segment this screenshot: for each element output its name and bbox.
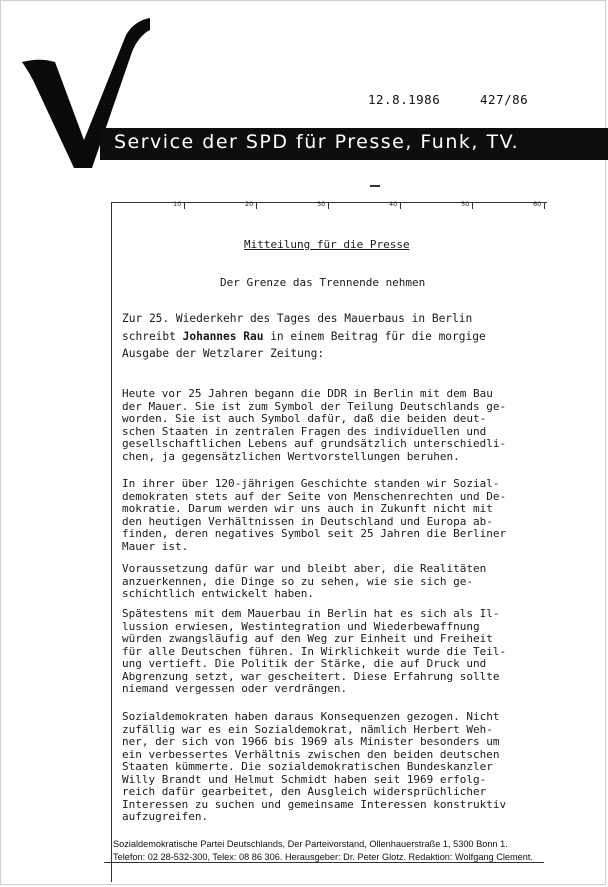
author-name: Johannes Rau [182,329,264,343]
text-line: finden, deren negatives Symbol seit 25 Jahren die Berliner [122,527,507,540]
ruler-tick [400,202,401,209]
ruler-label: 30 [317,200,326,208]
intro-text: schreibt [122,329,183,343]
ruler-tick [472,202,473,209]
text-line: Mauer ist. [122,539,189,553]
dateline [368,92,529,107]
text-line: würden zwangsläufig auf den Weg zur Einheit und Freiheit [122,632,493,645]
text-line: schen Staaten in zentralen Fragen des individuellen und [122,424,487,438]
text-line: niemand vergessen oder verdrängen. [122,682,348,695]
text-line: Willy Brandt und Helmut Schmidt haben seit 1969 erfolg- [122,772,487,786]
document-subheading: Der Grenze das Trennende nehmen [220,276,426,289]
text-line: Interessen zu suchen und gemeinsame Interessen konstruktiv [122,797,507,811]
intro-text: in einem Beitrag für die morgige [263,329,486,343]
text-line: worden. Sie ist auch Symbol dafür, daß die beiden deut- [122,412,487,425]
body-paragraph-5 [122,711,554,824]
footer-contact: Telefon: 02 28-532-300, Telex: 08 86 306. Herausgeber: Dr. Peter Glotz. Redaktion: Wolfgang Clement. [113,852,533,862]
ruler-left-edge [111,202,112,882]
text-line: schichtlich entwickelt haben. [122,587,315,600]
service-title: Service der SPD für Presse, Funk, TV. [114,131,520,153]
text-line: Voraussetzung dafür war und bleibt aber, die Realitäten [122,562,487,575]
text-line: zufällig war es ein Sozialdemokrat, nämlich Herbert Weh- [122,722,493,736]
text-line: ein verbessertes Verhältnis zwischen den beiden deutschen [122,747,500,761]
ruler-label: 60 [533,200,542,208]
text-line: lussion erwiesen, Westintegration und Wiederbewaffnung [122,619,480,633]
body-paragraph-3 [122,563,554,601]
ruler-tick [256,202,257,209]
intro-line [122,328,552,346]
footer-address: Sozialdemokratische Partei Deutschlands, Der Parteivorstand, Ollenhauerstraße 1, 5300 Bonn 1. [113,839,508,849]
ruler-tick [328,202,329,209]
text-line: gesellschaftlichen Lebens auf grundsätzlich unterschiedli- [122,437,507,450]
text-line: aufzugreifen. [122,810,209,823]
text-line: ung vertieft. Die Politik der Stärke, die auf Druck und [122,657,487,670]
text-line: anzuerkennen, die Dinge so zu sehen, wie sie sich ge- [122,574,473,588]
text-line: reich dafür gearbeitet, den Ausgleich widersprüchlicher [122,785,487,798]
text-line: ner, der sich von 1966 bis 1969 als Minister besonders um [122,735,500,748]
release-number: 427/86 [480,92,529,107]
ruler-tick [184,202,185,209]
ruler-label: 40 [389,200,398,208]
text-line: Staaten kümmerte. Die sozialdemokratischen Bundeskanzler [122,760,493,773]
text-line: Spätestens mit dem Mauerbau in Berlin hat es sich als Il- [122,607,500,620]
document-heading: Mitteilung für die Presse [244,238,410,251]
text-line: In ihrer über 120-jährigen Geschichte standen wir Sozial- [122,477,500,490]
decorative-dash [370,185,380,187]
body-paragraph-4 [122,608,554,696]
body-paragraph-1 [122,388,554,463]
text-line: den heutigen Verhältnissen in Deutschland und Europa ab- [122,514,493,528]
text-line: chen, ja gegensätzlichen Wertvorstellungen beruhen. [122,449,460,463]
ruler-label: 50 [461,200,470,208]
text-line: Abgrenzung setzt, war gescheitert. Diese Erfahrung sollte [122,669,500,683]
ruler-label: 10 [173,200,182,208]
body-paragraph-2 [122,478,554,553]
ruler-tick [544,202,545,209]
footer-rule [104,862,544,863]
release-date: 12.8.1986 [368,92,441,107]
text-line: für alle Deutschen führen. In Wirklichkeit wurde die Teil- [122,644,507,658]
text-line: Sozialdemokraten haben daraus Konsequenzen gezogen. Nicht [122,710,500,723]
intro-line: Ausgabe der Wetzlarer Zeitung: [122,347,325,360]
text-line: der Mauer. Sie ist zum Symbol der Teilung Deutschlands ge- [122,399,507,413]
intro-paragraph [122,310,552,363]
ruler-label: 20 [245,200,254,208]
text-line: Heute vor 25 Jahren begann die DDR in Berlin mit dem Bau [122,387,493,400]
service-banner [100,128,608,160]
typewriter-ruler [111,202,547,213]
intro-line: Zur 25. Wiederkehr des Tages des Mauerbaus in Berlin [122,312,473,325]
publisher-footer [113,838,599,864]
text-line: demokraten stets auf der Seite von Menschenrechten und De- [122,489,507,503]
text-line: mokratie. Darum werden wir uns auch in Zukunft nicht mit [122,502,493,515]
